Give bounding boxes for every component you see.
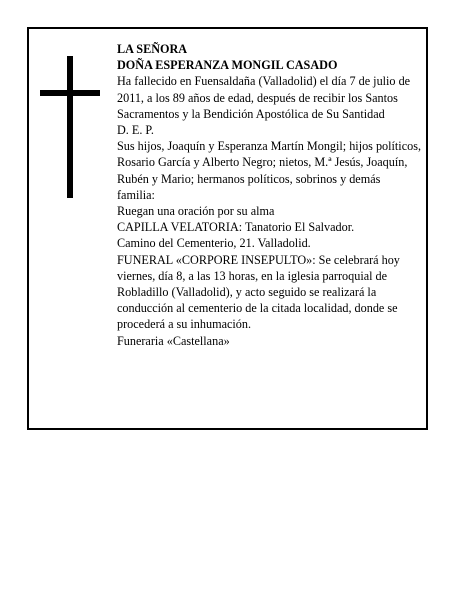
chapel-info: CAPILLA VELATORIA: Tanatorio El Salvador.	[117, 220, 355, 235]
cross-vertical-bar	[67, 56, 73, 198]
cross-horizontal-bar	[40, 90, 100, 96]
obituary-notice	[27, 27, 428, 430]
notice-heading: LA SEÑORA	[117, 42, 188, 56]
chapel-address: Camino del Cementerio, 21. Valladolid.	[117, 236, 311, 251]
latin-cross-icon	[40, 56, 100, 198]
family-list: Sus hijos, Joaquín y Esperanza Martín Mongil; hijos políticos, Rosario García y Alberto Negro; nietos, M.ª Jesús, Joaquín, Rubén y Mario; hermanos políticos, sobrinos y demás familia:	[117, 139, 421, 202]
funeral-home: Funeraria «Castellana»	[117, 333, 230, 348]
death-announcement: Ha fallecido en Fuensaldaña (Valladolid) el día 7 de julio de 2011, a los 89 años de edad, después de recibir los Santos Sacramentos y la Bendición Apostólica de Su Santidad	[117, 74, 411, 121]
notice-text-block	[117, 41, 421, 349]
funeral-info: FUNERAL «CORPORE INSEPULTO»: Se celebrará hoy viernes, día 8, a las 13 horas, en la iglesia parroquial de Robladillo (Valladolid), y acto seguido se realizará la conducción al cementerio de la citada localidad, donde se procederá a su inhumación.	[117, 252, 400, 332]
deceased-name: DOÑA ESPERANZA MONGIL CASADO	[117, 58, 338, 73]
prayer-request: Ruegan una oración por su alma	[117, 204, 275, 219]
rip-line: D. E. P.	[117, 123, 154, 138]
